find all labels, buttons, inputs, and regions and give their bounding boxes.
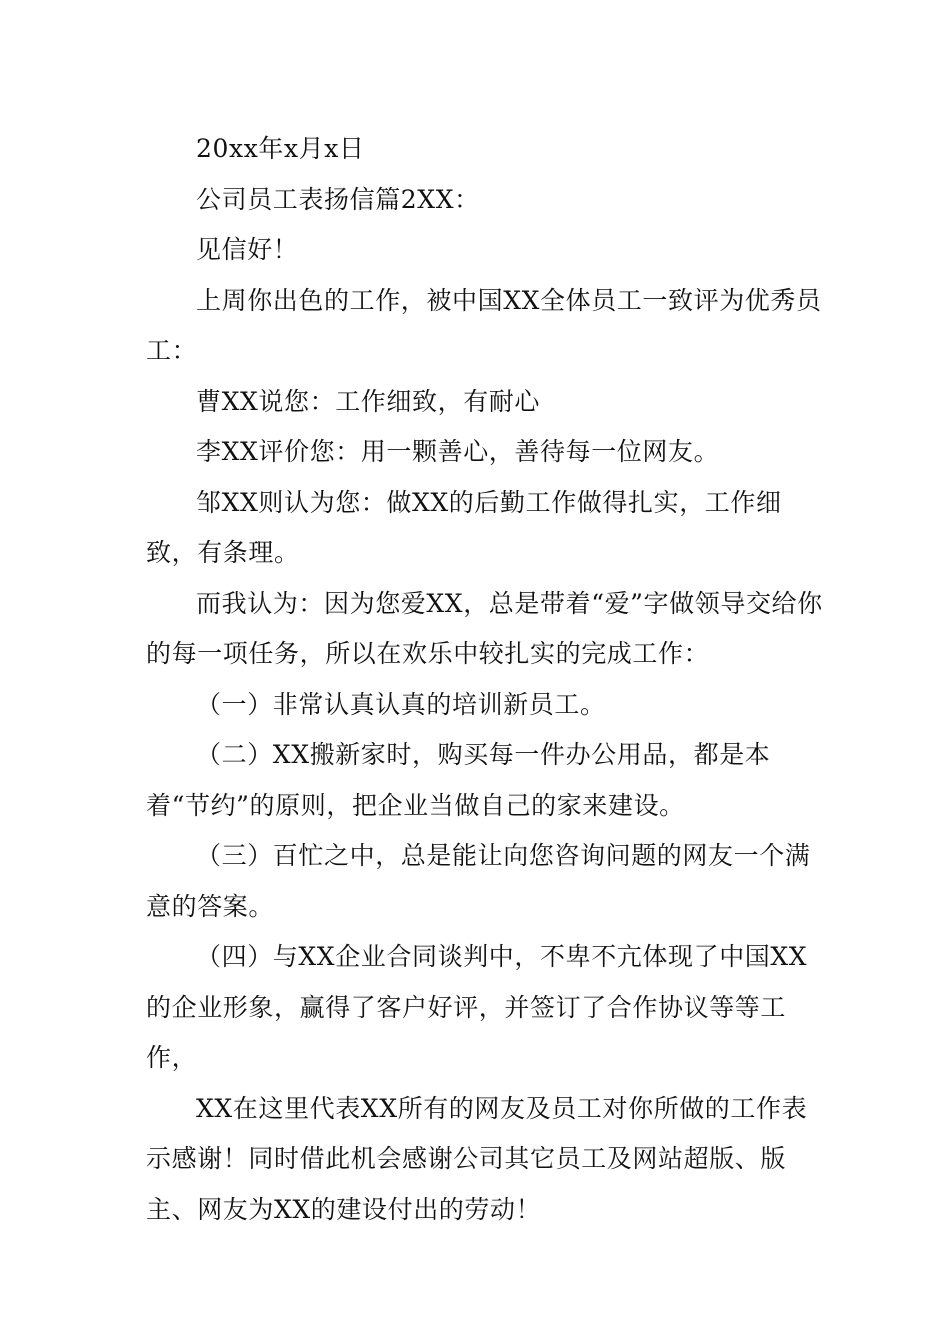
greeting: 见信好！ xyxy=(196,235,299,264)
letter-body xyxy=(146,124,826,1235)
paragraph-comment-cao: 曹XX说您：工作细致，有耐心 xyxy=(196,386,540,416)
letter-title: 公司员工表扬信篇2XX： xyxy=(196,184,480,214)
list-item-3: （三）百忙之中，总是能让向您咨询问题的网友一个满意的答案。 xyxy=(146,841,811,921)
list-item-4: （四）与XX企业合同谈判中，不卑不亢体现了中国XX的企业形象，赢得了客户好评，并签订了合作协议等等工作， xyxy=(146,942,808,1072)
paragraph-intro: 上周你出色的工作，被中国XX全体员工一致评为优秀员工： xyxy=(146,285,822,365)
list-item-2: （二）XX搬新家时，购买每一件办公用品，都是本着“节约”的原则，把企业当做自己的家来建设。 xyxy=(146,740,771,820)
paragraph-closing: XX在这里代表XX所有的网友及员工对你所做的工作表示感谢！同时借此机会感谢公司其它员工及网站超版、版主、网友为XX的建设付出的劳动！ xyxy=(146,1093,808,1224)
date-line: 20xx年x月x日 xyxy=(196,134,365,163)
list-item-1: （一）非常认真认真的培训新员工。 xyxy=(196,689,606,719)
paragraph-comment-zou: 邹XX则认为您：做XX的后勤工作做得扎实，工作细致，有条理。 xyxy=(146,487,782,567)
paragraph-opinion: 而我认为：因为您爱XX，总是带着“爱”字做领导交给你的每一项任务，所以在欢乐中较扎实的完成工作： xyxy=(146,588,823,668)
paragraph-comment-li: 李XX评价您：用一颗善心，善待每一位网友。 xyxy=(196,437,720,466)
